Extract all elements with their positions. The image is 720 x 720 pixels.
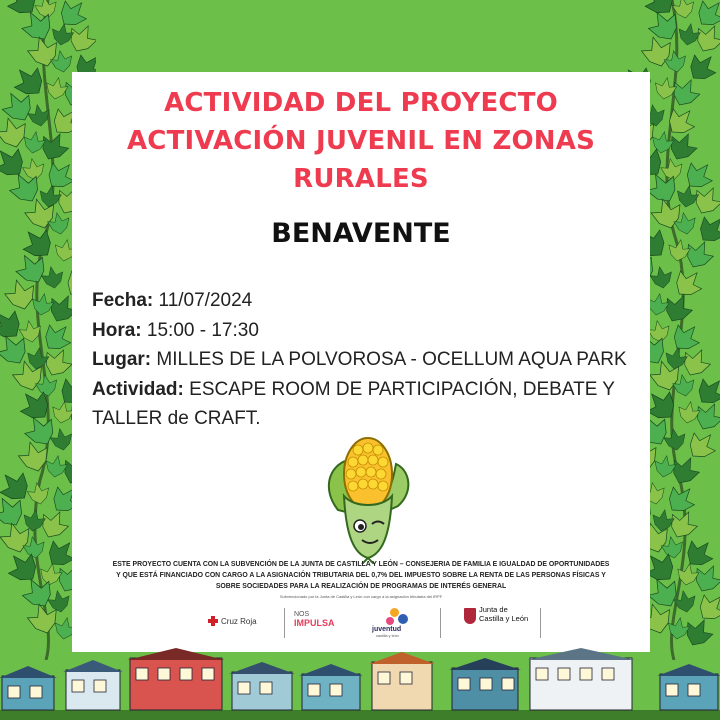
juventud-dot-icon xyxy=(398,614,408,624)
window-icon xyxy=(238,682,250,694)
window-icon xyxy=(30,686,42,698)
cruz-roja-label: Cruz Roja xyxy=(221,616,257,626)
window-icon xyxy=(666,684,678,696)
ivy-leaf-icon xyxy=(683,48,720,87)
poster-title xyxy=(72,84,650,198)
window-icon xyxy=(330,684,342,696)
window-icon xyxy=(688,684,700,696)
ivy-leaf-icon xyxy=(676,400,701,425)
ivy-leaf-icon xyxy=(650,130,675,155)
ivy-leaf-icon xyxy=(38,318,77,357)
ivy-leaf-icon xyxy=(2,276,39,313)
ivy-leaf-icon xyxy=(692,588,720,627)
junta-line: Castilla y León xyxy=(479,613,529,623)
logo-divider xyxy=(440,608,441,638)
location-heading: BENAVENTE xyxy=(271,218,451,249)
window-icon xyxy=(536,668,548,680)
window-icon xyxy=(400,672,412,684)
junta-logo xyxy=(464,606,528,624)
detail-key: Fecha: xyxy=(92,290,154,311)
detail-activity xyxy=(92,375,632,434)
detail-key: Lugar: xyxy=(92,349,152,370)
window-icon xyxy=(580,668,592,680)
juventud-dot-icon xyxy=(386,617,394,625)
notice-line: ESTE PROYECTO CUENTA CON LA SUBVENCIÓN DE LA JUNTA DE CASTILLA Y LEÓN – CONSEJERIA DE FAMILIA E IGUALDAD DE OPORTUNIDADES xyxy=(112,561,610,568)
logo-divider xyxy=(540,608,541,638)
ivy-leaf-icon xyxy=(0,141,31,183)
notice-line: SOBRE SOCIEDADES PARA LA REALIZACIÓN DE PROGRAMAS DE INTERÉS GENERAL xyxy=(215,583,507,590)
house-icon xyxy=(530,658,632,710)
ivy-leaf-icon xyxy=(669,264,708,303)
window-icon xyxy=(202,668,214,680)
window-icon xyxy=(136,668,148,680)
coat-of-arms-icon xyxy=(464,608,476,624)
house-roof-icon xyxy=(449,658,521,670)
window-icon xyxy=(8,686,20,698)
juventud-logo xyxy=(372,606,416,642)
ivy-leaf-icon xyxy=(647,319,672,344)
detail-key: Hora: xyxy=(92,319,142,341)
house-roof-icon xyxy=(229,662,295,674)
house-roof-icon xyxy=(527,648,635,660)
window-icon xyxy=(378,672,390,684)
window-icon xyxy=(180,668,192,680)
window-icon xyxy=(308,684,320,696)
ivy-leaf-icon xyxy=(691,372,720,411)
funding-notice xyxy=(92,559,630,592)
house-icon xyxy=(130,658,222,710)
detail-value: 15:00 - 17:30 xyxy=(146,319,259,341)
house-roof-icon xyxy=(127,648,225,660)
ivy-leaf-icon xyxy=(692,210,720,249)
red-cross-icon xyxy=(208,616,218,626)
ivy-leaf-icon xyxy=(682,426,720,465)
event-details xyxy=(92,286,632,434)
house-roof-icon xyxy=(63,660,123,672)
detail-date xyxy=(92,286,632,316)
sponsor-logos xyxy=(202,604,542,644)
title-line: RURALES xyxy=(293,164,429,194)
detail-value: MILLES DE LA POLVOROSA - OCELLUM AQUA PARK xyxy=(156,349,627,370)
ivy-leaf-icon xyxy=(662,102,701,141)
ivy-leaf-icon xyxy=(666,616,691,641)
detail-place xyxy=(92,345,632,375)
ivy-leaf-icon xyxy=(30,292,55,317)
window-icon xyxy=(602,668,614,680)
detail-value: ESCAPE ROOM DE PARTICIPACIÓN, DEBATE Y TALLER de CRAFT. xyxy=(92,378,615,429)
nos-label: NOS xyxy=(294,611,310,618)
title-line: ACTIVIDAD DEL PROYECTO xyxy=(164,88,558,118)
ivy-leaf-icon xyxy=(50,22,75,47)
cruz-roja-logo xyxy=(208,616,257,626)
house-roof-icon xyxy=(657,664,720,676)
window-icon xyxy=(158,668,170,680)
ivy-leaf-icon xyxy=(677,22,702,47)
house-roof-icon xyxy=(0,666,57,678)
impulsa-label: IMPULSA xyxy=(294,618,335,628)
juventud-label: juventud xyxy=(372,626,402,633)
window-icon xyxy=(260,682,272,694)
window-icon xyxy=(502,678,514,690)
detail-key: Actividad: xyxy=(92,378,184,400)
logo-divider xyxy=(284,608,285,638)
window-icon xyxy=(94,680,106,692)
ivy-leaf-icon xyxy=(691,0,720,33)
house-icon xyxy=(372,662,432,710)
juventud-sub-label: castilla y león xyxy=(376,634,399,638)
corn-mascot-icon xyxy=(318,436,418,564)
ivy-leaf-icon xyxy=(44,454,69,479)
poster-card xyxy=(72,72,650,652)
notice-line: Y QUE ESTÁ FINANCIADO CON CARGO A LA ASIGNACIÓN TRIBUTARIA DEL 0,7% DEL IMPUESTO SOBRE LA RENTA DE LAS PERSONAS FÍSICAS Y xyxy=(116,572,606,579)
nos-impulsa-logo xyxy=(294,610,335,628)
ivy-leaf-icon xyxy=(663,346,688,371)
window-icon xyxy=(458,678,470,690)
detail-time xyxy=(92,316,632,346)
junta-line: Junta de xyxy=(479,605,508,614)
village-houses-illustration xyxy=(0,646,720,720)
ivy-leaf-icon xyxy=(666,238,691,263)
window-icon xyxy=(558,668,570,680)
house-roof-icon xyxy=(369,652,435,664)
ivy-leaf-icon xyxy=(22,130,47,155)
house-roof-icon xyxy=(299,664,363,676)
title-line: ACTIVACIÓN JUVENIL EN ZONAS xyxy=(126,126,596,156)
fine-print: Subvencionado por la Junta de Castilla y León con cargo a la asignación tributaria del IRPF xyxy=(279,594,443,599)
ivy-leaf-icon xyxy=(666,318,705,357)
detail-value: 11/07/2024 xyxy=(158,290,253,311)
window-icon xyxy=(72,680,84,692)
window-icon xyxy=(480,678,492,690)
